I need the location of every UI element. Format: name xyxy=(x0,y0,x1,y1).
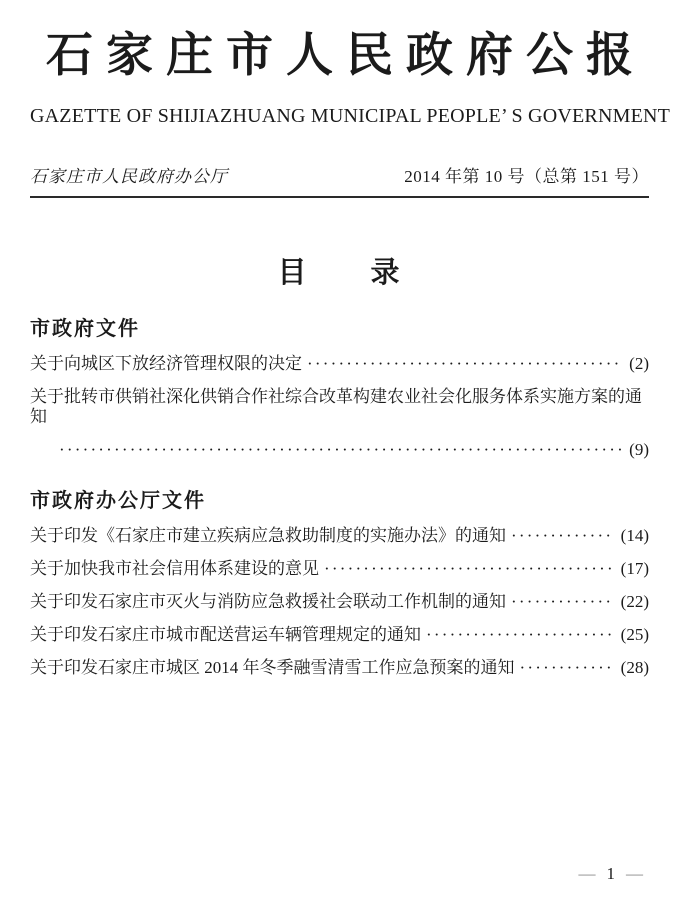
toc-section-title-office-documents: 市政府办公厅文件 xyxy=(30,490,206,512)
page-number-footer xyxy=(579,864,644,884)
toc-entry-page-number: (17) xyxy=(620,559,649,578)
dot-leader xyxy=(511,592,615,612)
toc-entry xyxy=(30,592,649,612)
footer-dash-left: — xyxy=(578,864,596,883)
toc-entry-wrap-line xyxy=(30,440,649,460)
toc-entry-title: 关于批转市供销社深化供销合作社综合改革构建农业社会化服务体系实施方案的通知 xyxy=(30,387,642,426)
toc-entry-title: 关于印发石家庄市城区 2014 年冬季融雪清雪工作应急预案的通知 xyxy=(30,658,515,677)
dot-leader xyxy=(324,559,615,579)
toc-heading: 目 录 xyxy=(277,257,402,289)
dot-leader xyxy=(426,625,615,645)
toc-entry-page-number: (14) xyxy=(620,526,649,545)
header-divider xyxy=(30,196,649,198)
toc-entry-title: 关于加快我市社会信用体系建设的意见 xyxy=(30,559,319,578)
toc-entry-page-number: (9) xyxy=(629,440,649,459)
dot-leader xyxy=(520,658,615,678)
footer-page-number: 1 xyxy=(606,864,615,883)
gazette-title: 石家庄市人民政府公报 xyxy=(46,30,646,82)
toc-entry xyxy=(30,625,649,645)
toc-entry xyxy=(30,559,649,579)
issue-info-row xyxy=(30,162,649,187)
toc-entry-page-number: (28) xyxy=(620,658,649,677)
toc-entry-page-number: (25) xyxy=(620,625,649,644)
toc-entry xyxy=(30,658,649,678)
toc-entry-page-number: (22) xyxy=(620,592,649,611)
footer-dash-right: — xyxy=(626,864,643,883)
toc-entry xyxy=(30,526,649,546)
toc-entry-title: 关于印发石家庄市灭火与消防应急救援社会联动工作机制的通知 xyxy=(30,592,506,611)
dot-leader xyxy=(511,526,615,546)
dot-leader xyxy=(307,354,623,374)
gazette-subtitle-en: GAZETTE OF SHIJIAZHUANG MUNICIPAL PEOPLE’ S GOVERNMENT xyxy=(30,105,671,127)
toc-entry-page-number: (2) xyxy=(629,354,649,373)
toc-entry-title: 关于向城区下放经济管理权限的决定 xyxy=(30,354,302,373)
issue-number: 2014 年第 10 号（总第 151 号） xyxy=(404,167,649,186)
toc-section-title-government-documents: 市政府文件 xyxy=(30,318,140,340)
dot-leader xyxy=(59,440,623,460)
toc-entry xyxy=(30,387,649,460)
toc-entry-title: 关于印发《石家庄市建立疾病应急救助制度的实施办法》的通知 xyxy=(30,526,506,545)
issuer-name: 石家庄市人民政府办公厅 xyxy=(30,167,228,186)
toc-entry xyxy=(30,354,649,374)
toc-entry-title: 关于印发石家庄市城市配送营运车辆管理规定的通知 xyxy=(30,625,421,644)
